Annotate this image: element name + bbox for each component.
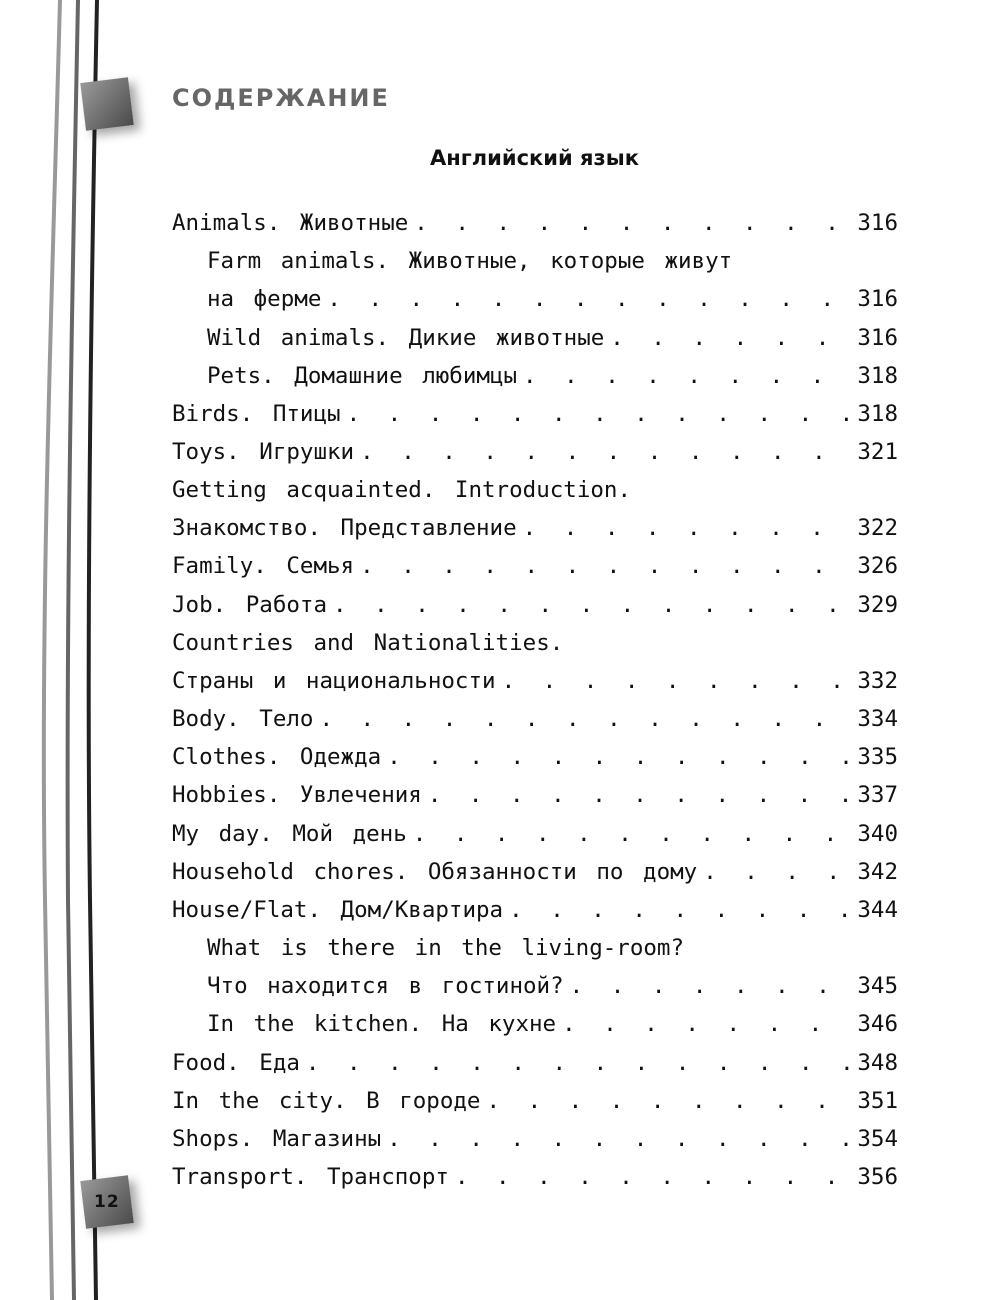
toc-entry	[172, 318, 898, 356]
toc-entry	[172, 204, 898, 242]
dot-leader	[360, 553, 851, 579]
toc-entry	[172, 280, 898, 318]
table-of-contents	[172, 204, 898, 1196]
dot-leader	[523, 363, 851, 389]
dot-leader	[523, 515, 852, 541]
toc-entry-title: Страны и национальности	[172, 667, 496, 694]
dot-leader	[703, 859, 851, 885]
toc-entry	[172, 891, 898, 929]
toc-entry-page: 318	[857, 362, 898, 389]
toc-entry-title: Getting acquainted. Introduction.	[172, 477, 632, 504]
toc-entry-page: 332	[857, 667, 898, 694]
toc-entry-page: 326	[857, 553, 898, 580]
mid-curve	[68, 0, 78, 1300]
toc-entry-title: Household chores. Обязанности по дому	[172, 858, 698, 885]
toc-entry-title: Countries and Nationalities.	[172, 629, 564, 656]
toc-entry	[172, 700, 898, 738]
toc-entry	[172, 1005, 898, 1043]
toc-entry-page: 329	[857, 591, 898, 618]
heading-square-icon	[80, 77, 133, 130]
dot-leader	[347, 401, 852, 427]
toc-entry-page: 316	[857, 210, 898, 237]
page-number: 12	[94, 1192, 120, 1213]
toc-entry	[172, 242, 898, 280]
page-number-badge	[80, 1175, 133, 1228]
toc-entry	[172, 624, 898, 662]
toc-entry-page: 346	[857, 1011, 898, 1038]
toc-entry-page: 340	[857, 820, 898, 847]
dot-leader	[319, 706, 851, 732]
dark-curve	[89, 0, 97, 1300]
toc-entry-title: Animals. Животные	[172, 210, 409, 237]
toc-entry	[172, 815, 898, 853]
toc-entry-title: Transport. Транспорт	[172, 1163, 449, 1190]
toc-entry-page: 337	[857, 782, 898, 809]
light-curve	[44, 0, 60, 1300]
toc-entry-title: House/Flat. Дом/Квартира	[172, 896, 504, 923]
toc-entry	[172, 471, 898, 509]
dot-leader	[333, 592, 851, 618]
toc-entry	[172, 433, 898, 471]
toc-entry-page: 342	[857, 858, 898, 885]
dot-leader	[486, 1088, 851, 1114]
dot-leader	[360, 439, 851, 465]
section-title: Английский язык	[430, 146, 639, 170]
dot-leader	[428, 782, 852, 808]
toc-entry-title: Clothes. Одежда	[172, 744, 382, 771]
toc-entry	[172, 853, 898, 891]
toc-entry	[172, 929, 898, 967]
toc-entry-title: My day. Мой день	[172, 820, 407, 847]
toc-entry	[172, 586, 898, 624]
dot-leader	[570, 973, 852, 999]
decorative-curved-lines	[0, 0, 140, 1300]
toc-entry-title: Знакомство. Представление	[172, 515, 517, 542]
dot-leader	[414, 210, 851, 236]
toc-entry-title: Birds. Птицы	[172, 400, 341, 427]
toc-entry-title: What is there in the living-room?	[207, 935, 685, 962]
toc-entry-page: 351	[857, 1087, 898, 1114]
dot-leader	[413, 821, 852, 847]
toc-entry-title: Shops. Магазины	[172, 1125, 382, 1152]
toc-entry-page: 345	[857, 973, 898, 1000]
toc-entry-title: In the city. В городе	[172, 1087, 481, 1114]
toc-entry-page: 321	[857, 439, 898, 466]
toc-entry-page: 335	[857, 744, 898, 771]
toc-entry-title: Body. Тело	[172, 706, 314, 733]
toc-entry-title: Wild animals. Дикие животные	[207, 324, 605, 351]
toc-entry	[172, 1158, 898, 1196]
toc-entry-page: 316	[857, 324, 898, 351]
dot-leader	[327, 286, 851, 312]
toc-entry-page: 318	[857, 400, 898, 427]
dot-leader	[387, 1126, 851, 1152]
toc-entry	[172, 738, 898, 776]
toc-entry	[172, 662, 898, 700]
toc-entry-page: 334	[857, 706, 898, 733]
toc-entry	[172, 776, 898, 814]
dot-leader	[562, 1011, 851, 1037]
toc-entry-title: Pets. Домашние любимцы	[207, 362, 518, 389]
toc-entry	[172, 1043, 898, 1081]
toc-entry-title: Job. Работа	[172, 591, 328, 618]
toc-entry-title: Что находится в гостиной?	[207, 973, 564, 1000]
dot-leader	[509, 897, 851, 923]
dot-leader	[455, 1164, 851, 1190]
toc-entry-title: Toys. Игрушки	[172, 439, 355, 466]
dot-leader	[502, 668, 852, 694]
dot-leader	[387, 744, 851, 770]
toc-entry-page: 348	[857, 1049, 898, 1076]
toc-entry	[172, 967, 898, 1005]
toc-entry-page: 322	[857, 515, 898, 542]
toc-entry-page: 316	[857, 286, 898, 313]
toc-entry-page: 344	[857, 896, 898, 923]
toc-entry	[172, 1082, 898, 1120]
toc-entry	[172, 357, 898, 395]
toc-entry	[172, 547, 898, 585]
toc-entry	[172, 395, 898, 433]
toc-entry-page: 354	[857, 1125, 898, 1152]
toc-entry	[172, 509, 898, 547]
toc-entry-title: на ферме	[207, 286, 322, 313]
dot-leader	[306, 1050, 851, 1076]
toc-entry-title: Family. Семья	[172, 553, 355, 580]
toc-entry-title: Food. Еда	[172, 1049, 300, 1076]
dot-leader	[610, 325, 851, 351]
toc-entry-page: 356	[857, 1163, 898, 1190]
page-title: СОДЕРЖАНИЕ	[172, 84, 390, 112]
toc-entry	[172, 1120, 898, 1158]
toc-entry-title: Farm animals. Животные, которые живут	[207, 248, 733, 275]
toc-entry-title: Hobbies. Увлечения	[172, 782, 422, 809]
toc-entry-title: In the kitchen. На кухне	[207, 1011, 557, 1038]
